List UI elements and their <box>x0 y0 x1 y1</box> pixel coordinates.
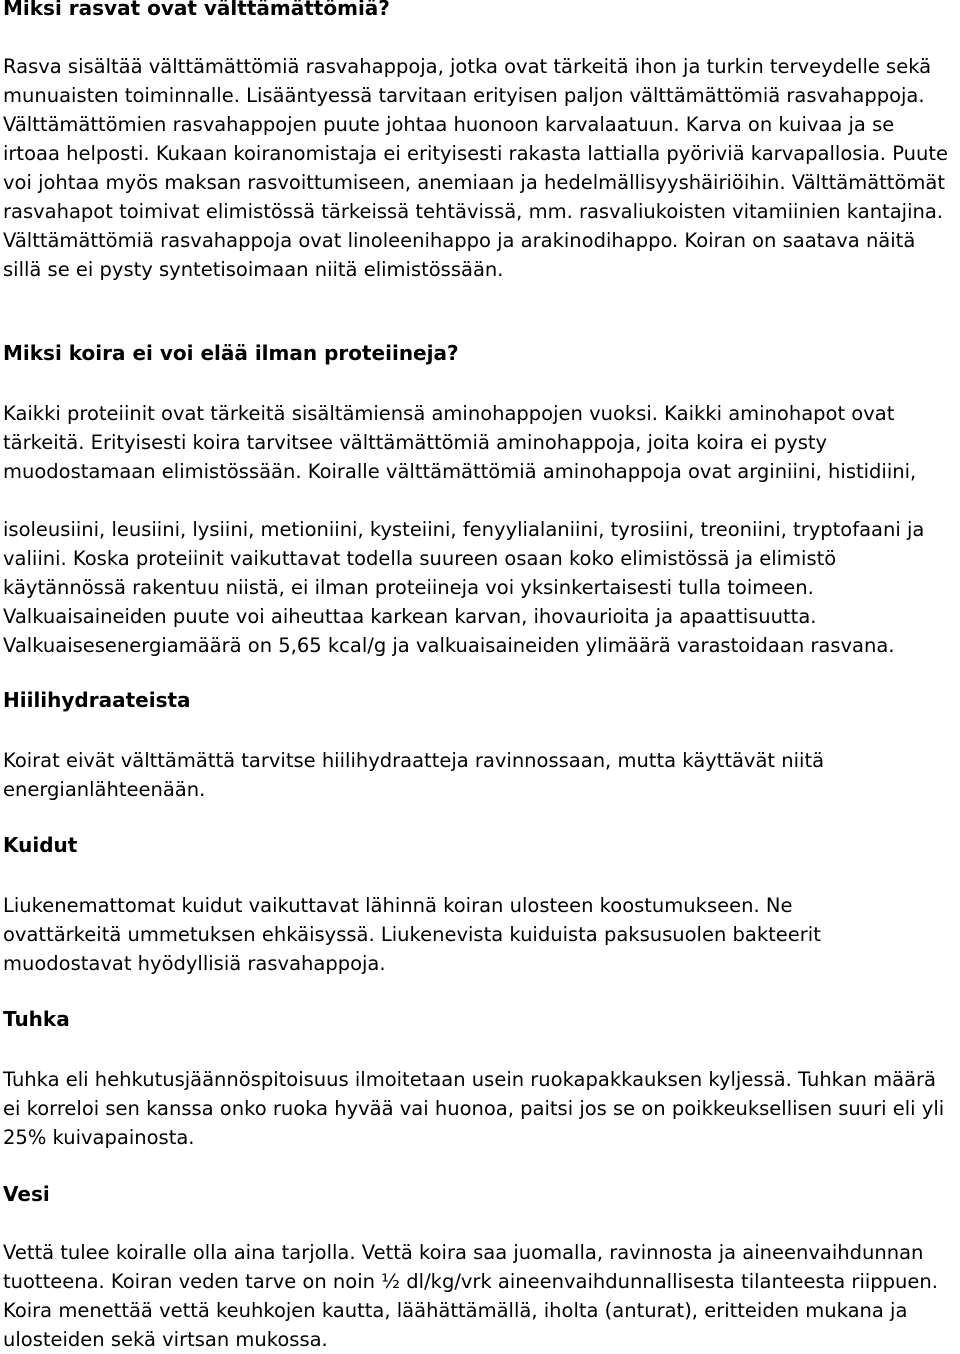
paragraph-water-text: Vettä tulee koiralle olla aina tarjolla. Vettä koira saa juomalla, ravinnosta ja aineenvaihdunnan tuotteena. Koiran veden tarve on noin ½ dl/kg/vrk aineenvaihdunnallisesta tilanteesta riippuen. Koira menettää vettä keuhkojen kautta, läähättämällä, iholta (anturat), eritteiden mukana ja ulosteiden sekä virtsan mukossa. <box>3 1241 938 1351</box>
heading-fats: Miksi rasvat ovat välttämättömiä? <box>3 0 390 20</box>
paragraph-fats-part-2: Kukaan koiranomistaja ei erityisesti rakasta lattialla pyöriviä karvapallosia. Puute voi johtaa myös maksan rasvoittumiseen, anemiaan ja hedelmällisyyshäiriöihin. Välttämättömät rasvahapot toimivat elimistössä tärkeissä tehtävissä, mm. rasvaliukoisten vitamiinien kantajina. Välttämättömiä rasvahappoja ovat linoleenihappo ja arakinodihappo. Koiran on saatava näitä sillä se ei pysty syntetisoimaan niitä elimistössään. <box>3 142 948 281</box>
paragraph-proteins-1 <box>3 399 958 486</box>
heading-carbohydrates: Hiilihydraateista <box>3 688 191 712</box>
paragraph-proteins-1-text: Kaikki proteiinit ovat tärkeitä sisältämiensä aminohappojen vuoksi. Kaikki aminohapot ovat tärkeitä. Erityisesti koira tarvitsee välttämättömiä aminohappoja, joita koira ei pysty muodostamaan elimistössään. Koiralle välttämättömiä aminohappoja ovat arginiini, histidiini, <box>3 402 917 483</box>
paragraph-water <box>3 1238 938 1354</box>
heading-proteins: Miksi koira ei voi elää ilman proteiineja? <box>3 341 459 365</box>
paragraph-proteins-2-text: isoleusiini, leusiini, lysiini, metioniini, kysteiini, fenyylialaniini, tyrosiini, treoniini, tryptofaani ja valiini. Koska proteiinit vaikuttavat todella suureen osaan koko elimistössä ja elimistö käytännössä rakentuu niistä, ei ilman proteiineja voi yksinkertaisesti tulla toimeen. Valkuaisaineiden puute voi aiheuttaa karkean karvan, ihovaurioita ja apaattisuutta. Valkuaisesenergiamäärä on 5,65 kcal/g ja valkuaisaineiden ylimäärä varastoidaan rasvana. <box>3 518 925 657</box>
paragraph-fibers-text: Liukenemattomat kuidut vaikuttavat lähinnä koiran ulosteen koostumukseen. Ne ovattärkeitä ummetuksen ehkäisyssä. Liukenevista kuiduista paksusuolen bakteerit muodostavat hyödyllisiä rasvahappoja. <box>3 894 821 975</box>
heading-ash: Tuhka <box>3 1007 70 1031</box>
paragraph-carbohydrates <box>3 746 903 804</box>
paragraph-fats <box>3 52 953 284</box>
paragraph-fats-part-1: Rasva sisältää välttämättömiä rasvahappoja, jotka ovat tärkeitä ihon ja turkin terveydelle sekä munuaisten toiminnalle. Lisääntyessä tarvitaan erityisen paljon välttämättömiä rasvahappoja. Välttämättömien rasvahappojen puute johtaa huonoon karvalaatuun. Karva on kuivaa ja se irtoaa helposti. <box>3 55 932 165</box>
heading-fibers: Kuidut <box>3 833 78 857</box>
paragraph-carbohydrates-text: Koirat eivät välttämättä tarvitse hiilihydraatteja ravinnossaan, mutta käyttävät niitä energianlähteenään. <box>3 749 825 801</box>
paragraph-fibers <box>3 891 883 978</box>
heading-water: Vesi <box>3 1182 50 1206</box>
paragraph-ash-text: Tuhka eli hehkutusjäännöspitoisuus ilmoitetaan usein ruokapakkauksen kyljessä. Tuhkan määrä ei korreloi sen kanssa onko ruoka hyvää vai huonoa, paitsi jos se on poikkeuksellisen suuri eli yli 25% kuivapainosta. <box>3 1068 945 1149</box>
paragraph-ash <box>3 1065 953 1152</box>
paragraph-proteins-2 <box>3 515 958 660</box>
